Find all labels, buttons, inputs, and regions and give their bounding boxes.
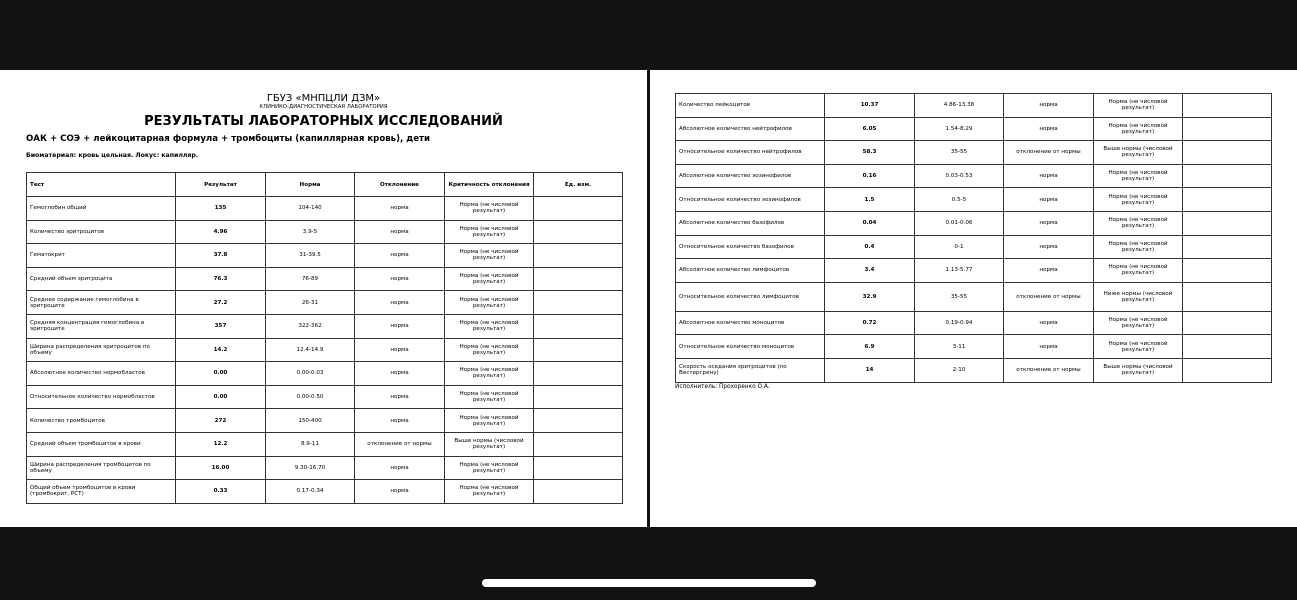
cell-deviation: норма bbox=[355, 291, 445, 315]
cell-test: Средний объем эритроцита bbox=[27, 267, 176, 291]
table-row bbox=[27, 409, 623, 433]
cell-deviation: норма bbox=[1004, 235, 1094, 259]
cell-norm: 0.17-0.34 bbox=[266, 480, 355, 504]
cell-unit bbox=[1183, 188, 1272, 212]
table-row bbox=[676, 211, 1272, 235]
cell-deviation: норма bbox=[1004, 311, 1094, 335]
cell-unit bbox=[1183, 282, 1272, 311]
cell-norm: 0.00-0.50 bbox=[266, 385, 355, 409]
cell-test: Относительное количество нейтрофилов bbox=[676, 141, 825, 165]
cell-result: 14 bbox=[825, 358, 915, 382]
cell-criticality: Норма (не числовой результат) bbox=[445, 244, 534, 268]
table-row bbox=[676, 358, 1272, 382]
cell-deviation: норма bbox=[355, 338, 445, 362]
cell-result: 37.8 bbox=[176, 244, 266, 268]
table-row bbox=[27, 197, 623, 221]
cell-criticality: Ниже нормы (числовой результат) bbox=[1094, 282, 1183, 311]
biomaterial-line: Биоматериал: кровь цельная. Локус: капилляр. bbox=[26, 152, 199, 159]
home-indicator[interactable] bbox=[482, 579, 816, 587]
cell-deviation: норма bbox=[355, 267, 445, 291]
cell-result: 0.4 bbox=[825, 235, 915, 259]
cell-test: Гематокрит bbox=[27, 244, 176, 268]
col-header-deviation: Отклонение bbox=[355, 173, 445, 197]
cell-deviation: норма bbox=[1004, 117, 1094, 141]
cell-deviation: норма bbox=[355, 244, 445, 268]
cell-unit bbox=[534, 244, 623, 268]
cell-deviation: норма bbox=[355, 409, 445, 433]
cell-criticality: Норма (не числовой результат) bbox=[445, 362, 534, 386]
cell-unit bbox=[1183, 235, 1272, 259]
cell-unit bbox=[534, 220, 623, 244]
table-row bbox=[27, 267, 623, 291]
table-row bbox=[676, 282, 1272, 311]
cell-criticality: Норма (не числовой результат) bbox=[1094, 188, 1183, 212]
cell-result: 1.5 bbox=[825, 188, 915, 212]
cell-test: Средний объем тромбоцитов в крови bbox=[27, 432, 176, 456]
cell-unit bbox=[1183, 358, 1272, 382]
cell-unit bbox=[534, 409, 623, 433]
col-header-criticality: Критичность отклонения bbox=[445, 173, 534, 197]
cell-deviation: норма bbox=[355, 456, 445, 480]
col-header-test: Тест bbox=[27, 173, 176, 197]
results-table-right bbox=[675, 93, 1272, 383]
table-row bbox=[27, 385, 623, 409]
cell-test: Относительное количество моноцитов bbox=[676, 335, 825, 359]
cell-result: 6.9 bbox=[825, 335, 915, 359]
cell-criticality: Выше нормы (числовой результат) bbox=[445, 432, 534, 456]
cell-norm: 0-1 bbox=[915, 235, 1004, 259]
org-subtitle: КЛИНИКО-ДИАГНОСТИЧЕСКАЯ ЛАБОРАТОРИЯ bbox=[259, 104, 388, 110]
cell-test: Относительное количество базофилов bbox=[676, 235, 825, 259]
cell-norm: 76-89 bbox=[266, 267, 355, 291]
cell-criticality: Норма (не числовой результат) bbox=[1094, 211, 1183, 235]
panel-title: ОАК + СОЭ + лейкоцитарная формула + тромбоциты (капиллярная кровь), дети bbox=[26, 134, 431, 144]
cell-result: 32.9 bbox=[825, 282, 915, 311]
cell-test: Скорость оседания эритроцитов (по Вестергрену) bbox=[676, 358, 825, 382]
cell-test: Гемоглобин общий bbox=[27, 197, 176, 221]
cell-norm: 1.54-8.29 bbox=[915, 117, 1004, 141]
cell-test: Ширина распределения тромбоцитов по объему bbox=[27, 456, 176, 480]
cell-test: Абсолютное количество нормобластов bbox=[27, 362, 176, 386]
cell-unit bbox=[1183, 94, 1272, 118]
cell-norm: 0.01-0.06 bbox=[915, 211, 1004, 235]
cell-unit bbox=[534, 385, 623, 409]
cell-norm: 1.13-5.77 bbox=[915, 259, 1004, 283]
cell-unit bbox=[534, 432, 623, 456]
cell-norm: 0.00-0.03 bbox=[266, 362, 355, 386]
table-row bbox=[27, 244, 623, 268]
cell-deviation: норма bbox=[1004, 211, 1094, 235]
cell-result: 0.00 bbox=[176, 362, 266, 386]
cell-test: Абсолютное количество моноцитов bbox=[676, 311, 825, 335]
cell-criticality: Норма (не числовой результат) bbox=[1094, 164, 1183, 188]
cell-criticality: Норма (не числовой результат) bbox=[1094, 259, 1183, 283]
cell-deviation: отклонение от нормы bbox=[355, 432, 445, 456]
cell-norm: 8.9-11 bbox=[266, 432, 355, 456]
cell-deviation: норма bbox=[1004, 164, 1094, 188]
cell-deviation: отклонение от нормы bbox=[1004, 358, 1094, 382]
cell-criticality: Норма (не числовой результат) bbox=[1094, 117, 1183, 141]
table-row bbox=[676, 188, 1272, 212]
table-row bbox=[676, 311, 1272, 335]
col-header-result: Результат bbox=[176, 173, 266, 197]
cell-result: 0.16 bbox=[825, 164, 915, 188]
cell-unit bbox=[534, 314, 623, 338]
cell-norm: 26-31 bbox=[266, 291, 355, 315]
cell-result: 0.33 bbox=[176, 480, 266, 504]
table-row bbox=[676, 94, 1272, 118]
cell-unit bbox=[1183, 259, 1272, 283]
cell-test: Относительное количество лимфоцитов bbox=[676, 282, 825, 311]
cell-criticality: Норма (не числовой результат) bbox=[445, 197, 534, 221]
cell-test: Среднее содержание гемоглобина в эритроците bbox=[27, 291, 176, 315]
cell-criticality: Норма (не числовой результат) bbox=[1094, 335, 1183, 359]
cell-criticality: Норма (не числовой результат) bbox=[445, 480, 534, 504]
cell-result: 0.72 bbox=[825, 311, 915, 335]
cell-test: Абсолютное количество нейтрофилов bbox=[676, 117, 825, 141]
report-page-right bbox=[650, 70, 1297, 527]
cell-result: 76.3 bbox=[176, 267, 266, 291]
cell-test: Количество эритроцитов bbox=[27, 220, 176, 244]
cell-result: 135 bbox=[176, 197, 266, 221]
cell-result: 58.3 bbox=[825, 141, 915, 165]
cell-test: Ширина распределения эритроцитов по объему bbox=[27, 338, 176, 362]
cell-criticality: Норма (не числовой результат) bbox=[445, 385, 534, 409]
cell-norm: 3.9-5 bbox=[266, 220, 355, 244]
cell-norm: 104-140 bbox=[266, 197, 355, 221]
table-header-row bbox=[27, 173, 623, 197]
cell-result: 4.96 bbox=[176, 220, 266, 244]
cell-norm: 3-11 bbox=[915, 335, 1004, 359]
cell-unit bbox=[1183, 335, 1272, 359]
col-header-norm: Норма bbox=[266, 173, 355, 197]
cell-norm: 150-400 bbox=[266, 409, 355, 433]
cell-norm: 322-362 bbox=[266, 314, 355, 338]
cell-criticality: Норма (не числовой результат) bbox=[445, 338, 534, 362]
results-table-left bbox=[26, 172, 623, 504]
cell-deviation: норма bbox=[1004, 94, 1094, 118]
cell-deviation: норма bbox=[355, 362, 445, 386]
table-row bbox=[27, 432, 623, 456]
cell-unit bbox=[534, 338, 623, 362]
cell-result: 14.2 bbox=[176, 338, 266, 362]
cell-norm: 0.5-5 bbox=[915, 188, 1004, 212]
cell-criticality: Норма (не числовой результат) bbox=[445, 291, 534, 315]
report-title: РЕЗУЛЬТАТЫ ЛАБОРАТОРНЫХ ИССЛЕДОВАНИЙ bbox=[144, 114, 503, 129]
cell-deviation: норма bbox=[355, 220, 445, 244]
cell-deviation: норма bbox=[1004, 335, 1094, 359]
table-row bbox=[27, 220, 623, 244]
cell-test: Абсолютное количество базофилов bbox=[676, 211, 825, 235]
cell-result: 6.05 bbox=[825, 117, 915, 141]
table-row bbox=[676, 335, 1272, 359]
cell-unit bbox=[1183, 211, 1272, 235]
cell-criticality: Норма (не числовой результат) bbox=[1094, 94, 1183, 118]
cell-criticality: Выше нормы (числовой результат) bbox=[1094, 358, 1183, 382]
cell-criticality: Норма (не числовой результат) bbox=[445, 314, 534, 338]
cell-criticality: Норма (не числовой результат) bbox=[445, 267, 534, 291]
cell-result: 272 bbox=[176, 409, 266, 433]
table-row bbox=[27, 456, 623, 480]
table-row bbox=[27, 291, 623, 315]
cell-criticality: Норма (не числовой результат) bbox=[445, 456, 534, 480]
org-name: ГБУЗ «МНПЦЛИ ДЗМ» bbox=[266, 93, 381, 104]
cell-result: 0.00 bbox=[176, 385, 266, 409]
cell-unit bbox=[1183, 164, 1272, 188]
cell-unit bbox=[1183, 311, 1272, 335]
cell-deviation: норма bbox=[1004, 259, 1094, 283]
cell-unit bbox=[534, 267, 623, 291]
cell-criticality: Норма (не числовой результат) bbox=[1094, 235, 1183, 259]
cell-norm: 9.30-16.70 bbox=[266, 456, 355, 480]
table-row bbox=[27, 480, 623, 504]
cell-unit bbox=[534, 480, 623, 504]
cell-unit bbox=[534, 456, 623, 480]
table-row bbox=[27, 362, 623, 386]
cell-result: 357 bbox=[176, 314, 266, 338]
cell-test: Количество тромбоцитов bbox=[27, 409, 176, 433]
cell-result: 10.37 bbox=[825, 94, 915, 118]
report-page-left bbox=[0, 70, 647, 527]
table-row bbox=[676, 235, 1272, 259]
cell-deviation: норма bbox=[1004, 188, 1094, 212]
cell-result: 27.2 bbox=[176, 291, 266, 315]
cell-test: Общий объем тромбоцитов в крови (тромбокрит, PCT) bbox=[27, 480, 176, 504]
cell-result: 0.04 bbox=[825, 211, 915, 235]
cell-test: Абсолютное количество лимфоцитов bbox=[676, 259, 825, 283]
table-row bbox=[676, 259, 1272, 283]
cell-test: Средняя концентрация гемоглобина в эритроците bbox=[27, 314, 176, 338]
cell-norm: 12.4-14.9 bbox=[266, 338, 355, 362]
cell-deviation: отклонение от нормы bbox=[1004, 141, 1094, 165]
cell-deviation: норма bbox=[355, 385, 445, 409]
cell-criticality: Выше нормы (числовой результат) bbox=[1094, 141, 1183, 165]
table-row bbox=[27, 338, 623, 362]
cell-norm: 35-55 bbox=[915, 282, 1004, 311]
cell-criticality: Норма (не числовой результат) bbox=[445, 220, 534, 244]
col-header-unit: Ед. изм. bbox=[534, 173, 623, 197]
table-row bbox=[27, 314, 623, 338]
table-row bbox=[676, 164, 1272, 188]
table-row bbox=[676, 117, 1272, 141]
cell-test: Относительное количество эозинофилов bbox=[676, 188, 825, 212]
cell-norm: 35-55 bbox=[915, 141, 1004, 165]
cell-result: 16.00 bbox=[176, 456, 266, 480]
cell-test: Количество лейкоцитов bbox=[676, 94, 825, 118]
table-row bbox=[676, 141, 1272, 165]
cell-result: 3.4 bbox=[825, 259, 915, 283]
cell-criticality: Норма (не числовой результат) bbox=[1094, 311, 1183, 335]
cell-criticality: Норма (не числовой результат) bbox=[445, 409, 534, 433]
cell-norm: 0.19-0.94 bbox=[915, 311, 1004, 335]
cell-result: 12.2 bbox=[176, 432, 266, 456]
cell-norm: 2-10 bbox=[915, 358, 1004, 382]
cell-unit bbox=[534, 291, 623, 315]
cell-test: Абсолютное количество эозинофилов bbox=[676, 164, 825, 188]
cell-unit bbox=[534, 362, 623, 386]
executor-line: Исполнитель: Прохоренко О.А. bbox=[675, 384, 770, 390]
cell-norm: 4.86-13.38 bbox=[915, 94, 1004, 118]
cell-unit bbox=[1183, 141, 1272, 165]
cell-norm: 0.03-0.53 bbox=[915, 164, 1004, 188]
cell-deviation: отклонение от нормы bbox=[1004, 282, 1094, 311]
cell-unit bbox=[1183, 117, 1272, 141]
cell-norm: 31-39.5 bbox=[266, 244, 355, 268]
cell-unit bbox=[534, 197, 623, 221]
cell-deviation: норма bbox=[355, 197, 445, 221]
cell-test: Относительное количество нормобластов bbox=[27, 385, 176, 409]
cell-deviation: норма bbox=[355, 480, 445, 504]
cell-deviation: норма bbox=[355, 314, 445, 338]
